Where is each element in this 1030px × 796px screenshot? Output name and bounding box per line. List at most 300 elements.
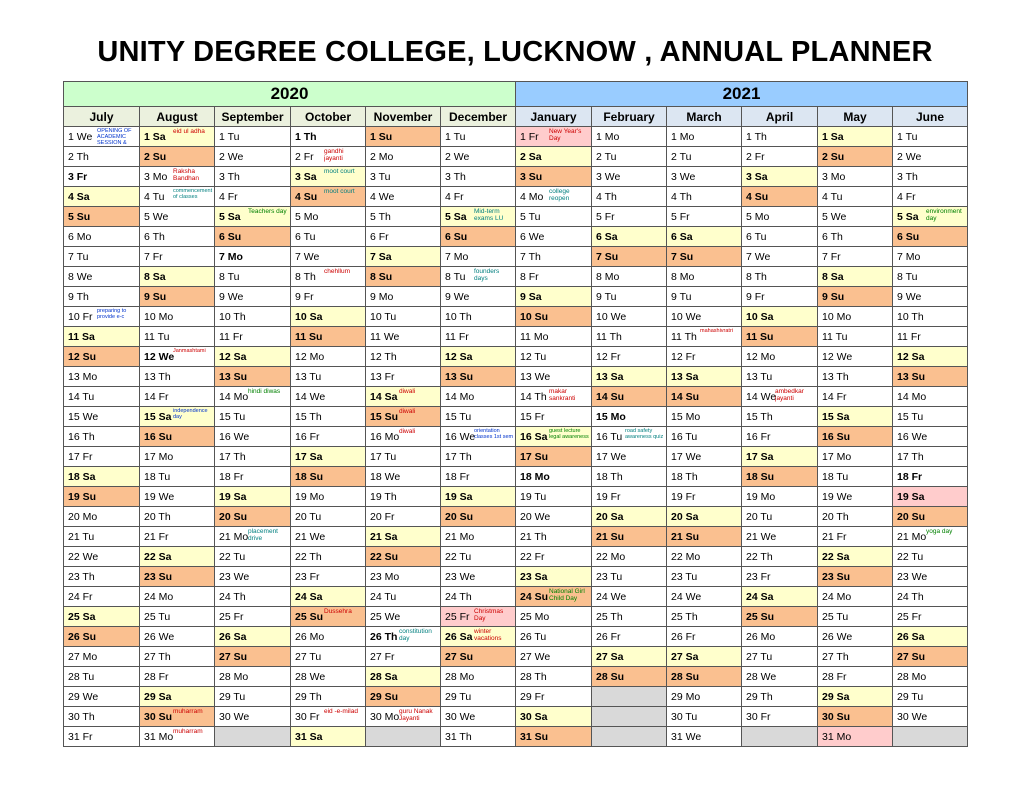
day-row [64,267,968,287]
day-cell [64,387,140,407]
day-label: 28 Mo [445,670,475,683]
day-label: 6 Su [897,230,920,243]
event-note: commencement of classes [173,188,213,200]
day-label: 10 Mo [144,310,174,323]
day-cell [291,407,366,427]
day-label: 7 Tu [68,250,89,263]
day-cell [291,427,366,447]
day-label: 23 Sa [520,570,548,583]
day-cell [441,187,516,207]
day-cell [441,487,516,507]
day-cell [366,687,441,707]
day-cell [64,627,140,647]
event-note: diwali [399,408,416,415]
day-cell [667,267,742,287]
day-label: 3 Su [520,170,543,183]
day-cell [742,647,818,667]
day-label: 27 Th [144,650,171,663]
day-label: 22 Tu [445,550,472,563]
day-cell [291,287,366,307]
day-label: 14 We [746,390,777,403]
month-header-row [64,107,968,127]
event-note: moot court [324,188,355,195]
day-cell [893,547,968,567]
day-cell [215,327,291,347]
day-label: 6 Su [219,230,242,243]
day-label: 5 Mo [295,210,319,223]
day-label: 24 We [596,590,627,603]
day-row [64,147,968,167]
day-cell [818,307,893,327]
day-label: 23 We [219,570,250,583]
day-cell [366,347,441,367]
day-label: 12 Th [370,350,397,363]
day-row [64,307,968,327]
day-label: 1 Fr [520,130,539,143]
day-cell [516,567,592,587]
day-cell [64,707,140,727]
day-label: 12 Tu [520,350,547,363]
month-header-march: March [667,107,742,127]
day-label: 14 Mo [219,390,249,403]
day-cell [140,487,215,507]
day-cell [818,127,893,147]
day-row [64,407,968,427]
day-cell [291,487,366,507]
day-cell [291,707,366,727]
day-cell [592,207,667,227]
month-header-may: May [818,107,893,127]
year-header-2021: 2021 [516,82,968,107]
day-cell [215,527,291,547]
day-cell [291,347,366,367]
event-note: environment day [926,208,962,222]
day-cell [667,607,742,627]
day-label: 9 We [219,290,244,303]
day-label: 22 We [68,550,99,563]
day-cell [441,447,516,467]
day-cell [64,587,140,607]
day-label: 7 Su [671,250,694,263]
day-cell [140,127,215,147]
day-cell [893,507,968,527]
day-label: 3 Tu [370,170,391,183]
day-label: 24 Tu [370,590,397,603]
day-cell [818,267,893,287]
day-label: 17 We [671,450,702,463]
day-label: 21 Fr [144,530,169,543]
day-label: 9 Tu [671,290,692,303]
day-cell [291,727,366,747]
day-label: 4 Fr [897,190,916,203]
day-label: 1 Mo [596,130,620,143]
day-label: 20 Tu [746,510,773,523]
day-label: 16 Fr [746,430,771,443]
day-label: 10 Th [219,310,246,323]
day-cell [140,347,215,367]
day-cell [441,347,516,367]
day-label: 5 We [144,210,169,223]
day-label: 7 Th [520,250,541,263]
day-label: 13 Tu [295,370,322,383]
day-label: 27 Mo [68,650,98,663]
day-label: 6 Sa [596,230,618,243]
day-label: 28 Fr [822,670,847,683]
day-label: 16 Su [822,430,851,443]
day-cell [818,587,893,607]
day-cell [441,427,516,447]
day-cell [893,307,968,327]
day-cell [592,187,667,207]
event-note: diwali [399,428,416,435]
day-label: 14 Su [596,390,625,403]
day-cell [667,387,742,407]
day-label: 28 Tu [68,670,95,683]
day-label: 27 We [520,650,551,663]
day-cell [215,307,291,327]
day-label: 26 Mo [295,630,325,643]
day-cell [893,247,968,267]
day-label: 7 Mo [445,250,469,263]
day-label: 8 Tu [219,270,240,283]
day-cell [140,667,215,687]
day-label: 24 Th [897,590,924,603]
day-label: 11 Fr [897,330,921,343]
day-cell [818,627,893,647]
day-label: 15 We [68,410,99,423]
day-label: 24 Su [520,590,549,603]
day-cell [516,267,592,287]
day-label: 18 Sa [68,470,96,483]
day-label: 24 Fr [68,590,93,603]
day-cell [667,507,742,527]
day-label: 29 Su [370,690,399,703]
day-cell [818,147,893,167]
day-label: 22 Tu [897,550,924,563]
day-label: 18 Th [596,470,623,483]
day-label: 30 Fr [295,710,320,723]
event-note: muharram [173,708,203,715]
event-note: road safety awareness quiz [625,428,664,440]
day-label: 27 Su [219,650,248,663]
day-cell [215,367,291,387]
day-label: 25 Tu [822,610,849,623]
day-label: 2 Su [822,150,845,163]
event-note: winter vacations [474,628,502,642]
day-cell [667,147,742,167]
day-label: 18 Su [746,470,775,483]
day-label: 16 Su [144,430,173,443]
day-label: 1 Tu [219,130,240,143]
day-label: 30 We [897,710,928,723]
day-label: 4 Tu [822,190,843,203]
day-cell [64,507,140,527]
day-cell [215,407,291,427]
day-label: 26 Mo [746,630,776,643]
day-cell [742,707,818,727]
day-label: 21 Su [596,530,625,543]
day-label: 1 Mo [671,130,695,143]
day-cell [592,667,667,687]
event-note: Dussehra [324,608,352,615]
day-cell [291,147,366,167]
day-cell [592,467,667,487]
day-label: 21 Fr [822,530,847,543]
day-cell [366,407,441,427]
day-cell [516,587,592,607]
day-label: 30 Su [822,710,851,723]
day-cell [366,707,441,727]
day-cell [742,347,818,367]
day-cell [516,507,592,527]
empty-cell [592,707,667,727]
day-cell [215,287,291,307]
day-cell [366,527,441,547]
day-cell [215,427,291,447]
day-label: 4 Su [295,190,318,203]
day-label: 1 Sa [144,130,166,143]
day-cell [893,687,968,707]
day-label: 8 Th [746,270,767,283]
day-cell [366,547,441,567]
day-label: 26 We [144,630,175,643]
day-label: 9 We [445,290,470,303]
day-cell [140,627,215,647]
day-label: 15 Sa [822,410,850,423]
day-label: 23 Fr [295,570,320,583]
day-cell [64,647,140,667]
day-cell [818,427,893,447]
day-label: 24 Mo [144,590,174,603]
day-cell [742,667,818,687]
day-label: 21 We [746,530,777,543]
day-cell [441,327,516,347]
day-label: 17 Fr [68,450,93,463]
day-cell [140,287,215,307]
day-cell [667,347,742,367]
day-row [64,447,968,467]
day-cell [516,707,592,727]
day-label: 4 Tu [144,190,165,203]
day-cell [215,167,291,187]
day-label: 29 Fr [520,690,545,703]
day-cell [64,167,140,187]
year-header-2020: 2020 [64,82,516,107]
day-label: 2 Mo [370,150,394,163]
day-cell [64,347,140,367]
day-cell [742,187,818,207]
day-label: 19 We [822,490,853,503]
day-label: 22 Th [295,550,322,563]
day-label: 7 Mo [219,250,243,263]
day-label: 16 Tu [671,430,698,443]
day-label: 22 Fr [520,550,545,563]
day-label: 10 Sa [746,310,774,323]
day-label: 11 Su [295,330,323,343]
day-cell [64,227,140,247]
day-label: 21 Tu [68,530,95,543]
day-label: 10 Sa [295,310,323,323]
event-note: muharram [173,728,203,735]
day-label: 8 Mo [671,270,695,283]
empty-cell [215,727,291,747]
day-cell [818,667,893,687]
day-cell [667,707,742,727]
day-cell [592,167,667,187]
day-cell [64,527,140,547]
day-cell [215,187,291,207]
day-label: 14 Fr [144,390,169,403]
day-label: 27 Th [822,650,849,663]
event-note: Raksha Bandhan [173,168,200,182]
day-cell [441,507,516,527]
day-cell [441,127,516,147]
day-row [64,647,968,667]
day-label: 2 Su [144,150,167,163]
day-label: 29 Tu [219,690,246,703]
day-label: 2 We [897,150,922,163]
day-label: 26 Sa [897,630,925,643]
day-row [64,287,968,307]
day-cell [140,507,215,527]
day-label: 20 We [520,510,551,523]
day-cell [291,167,366,187]
day-cell [893,267,968,287]
day-label: 14 We [295,390,326,403]
day-cell [366,467,441,487]
day-cell [64,427,140,447]
day-label: 22 Su [370,550,399,563]
day-row [64,587,968,607]
day-cell [441,547,516,567]
day-cell [64,607,140,627]
day-label: 15 Fr [520,410,545,423]
day-label: 26 Th [370,630,398,643]
day-label: 7 Sa [370,250,392,263]
event-note: gandhi jayanti [324,148,344,162]
day-label: 2 Th [68,150,89,163]
day-label: 3 Mo [144,170,168,183]
day-label: 2 Tu [596,150,617,163]
day-row [64,187,968,207]
day-cell [742,307,818,327]
day-label: 31 Th [445,730,472,743]
day-label: 31 Su [520,730,549,743]
day-cell [516,647,592,667]
day-cell [667,227,742,247]
day-label: 19 Tu [520,490,547,503]
day-cell [291,367,366,387]
day-cell [516,327,592,347]
month-header-january: January [516,107,592,127]
day-label: 23 Tu [596,570,623,583]
day-cell [441,727,516,747]
day-label: 20 Th [144,510,171,523]
day-cell [818,247,893,267]
day-cell [64,687,140,707]
day-label: 7 We [746,250,771,263]
day-cell [366,607,441,627]
day-label: 4 We [370,190,395,203]
day-cell [516,147,592,167]
day-cell [893,667,968,687]
day-label: 15 Sa [144,410,172,423]
event-note: preparing to provide e-c [97,308,127,320]
day-cell [818,567,893,587]
day-label: 6 Tu [746,230,767,243]
day-label: 2 Sa [520,150,542,163]
day-cell [291,587,366,607]
day-label: 10 We [671,310,702,323]
day-label: 23 Su [144,570,173,583]
day-label: 17 Th [445,450,472,463]
day-cell [215,507,291,527]
day-row [64,327,968,347]
day-cell [893,227,968,247]
day-cell [592,267,667,287]
day-label: 18 Fr [219,470,244,483]
day-label: 3 Th [445,170,466,183]
day-label: 5 Mo [746,210,770,223]
day-label: 12 Fr [596,350,621,363]
day-label: 5 Th [370,210,391,223]
day-cell [140,307,215,327]
day-label: 22 Sa [144,550,172,563]
day-cell [818,487,893,507]
day-cell [441,567,516,587]
day-cell [516,467,592,487]
day-cell [291,187,366,207]
day-label: 20 Su [445,510,474,523]
day-label: 12 Sa [445,350,473,363]
day-label: 6 Th [822,230,843,243]
day-cell [140,527,215,547]
day-cell [893,487,968,507]
day-cell [667,327,742,347]
day-cell [742,607,818,627]
day-cell [592,347,667,367]
day-cell [366,307,441,327]
day-cell [893,527,968,547]
day-label: 23 We [897,570,928,583]
day-cell [742,467,818,487]
day-cell [215,707,291,727]
day-label: 2 We [219,150,244,163]
day-label: 19 Su [68,490,97,503]
day-cell [667,527,742,547]
day-label: 12 Sa [897,350,925,363]
day-row [64,427,968,447]
day-cell [140,187,215,207]
day-cell [592,147,667,167]
page-title: UNITY DEGREE COLLEGE, LUCKNOW , ANNUAL PLANNER [97,36,933,68]
day-label: 15 Tu [445,410,472,423]
day-label: 19 Sa [219,490,247,503]
day-label: 3 We [671,170,696,183]
day-cell [742,167,818,187]
day-label: 20 Su [897,510,926,523]
day-cell [291,607,366,627]
day-cell [818,327,893,347]
day-cell [667,487,742,507]
day-cell [441,667,516,687]
day-label: 25 Sa [68,610,96,623]
day-cell [516,687,592,707]
month-header-september: September [215,107,291,127]
day-cell [215,447,291,467]
day-cell [667,447,742,467]
day-cell [592,307,667,327]
